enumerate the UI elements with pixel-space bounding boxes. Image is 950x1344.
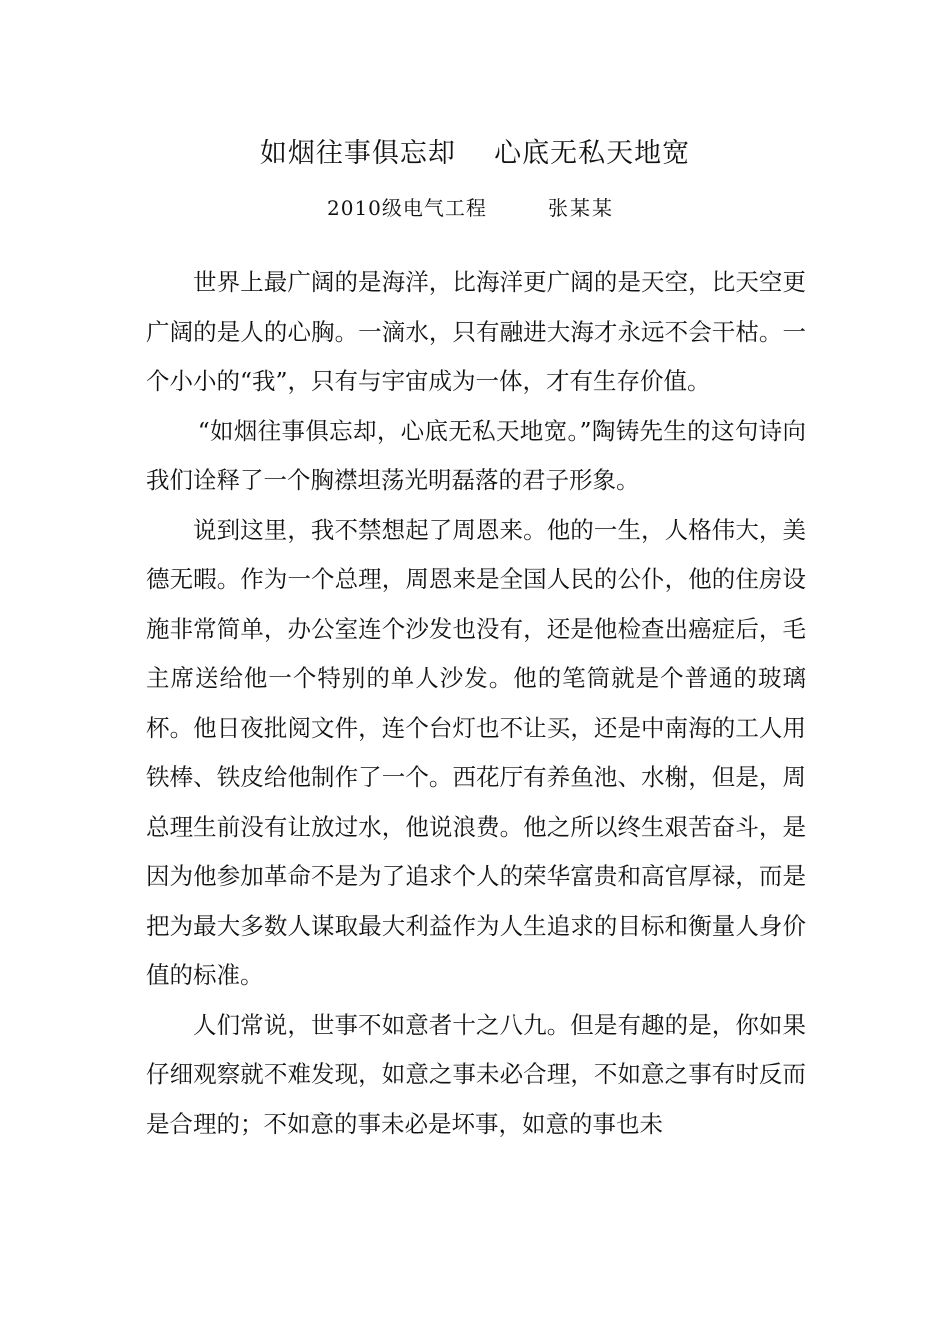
byline	[0, 192, 950, 224]
class-name: 2010级电气工程	[327, 196, 487, 220]
paragraph: “如烟往事俱忘却，心底无私天地宽。”陶铸先生的这句诗向我们诠释了一个胸襟坦荡光明磊落的君子形象。	[146, 416, 806, 494]
essay-body	[146, 258, 806, 1149]
author-name: 张某某	[548, 196, 614, 220]
paragraph: 说到这里，我不禁想起了周恩来。他的一生，人格伟大，美德无暇。作为一个总理，周恩来是全国人民的公仆，他的住房设施非常简单，办公室连个沙发也没有，还是他检查出癌症后，毛主席送给他一个特别的单人沙发。他的笔筒就是个普通的玻璃杯。他日夜批阅文件，连个台灯也不让买，还是中南海的工人用铁棒、铁皮给他制作了一个。西花厅有养鱼池、水榭，但是，周总理生前没有让放过水，他说浪费。他之所以终生艰苦奋斗，是因为他参加革命不是为了追求个人的荣华富贵和高官厚禄，而是把为最大多数人谋取最大利益作为人生追求的目标和衡量人身价值的标准。	[146, 515, 806, 989]
paragraph: 人们常说，世事不如意者十之八九。但是有趣的是，你如果仔细观察就不难发现，如意之事未必合理，不如意之事有时反而是合理的；不如意的事未必是坏事，如意的事也未	[146, 1010, 806, 1138]
essay-title: 如烟往事俱忘却 心底无私天地宽	[259, 138, 691, 169]
paragraph: 世界上最广阔的是海洋，比海洋更广阔的是天空，比天空更广阔的是人的心胸。一滴水，只有融进大海才永远不会干枯。一个小小的“我”，只有与宇宙成为一体，才有生存价值。	[146, 268, 806, 395]
